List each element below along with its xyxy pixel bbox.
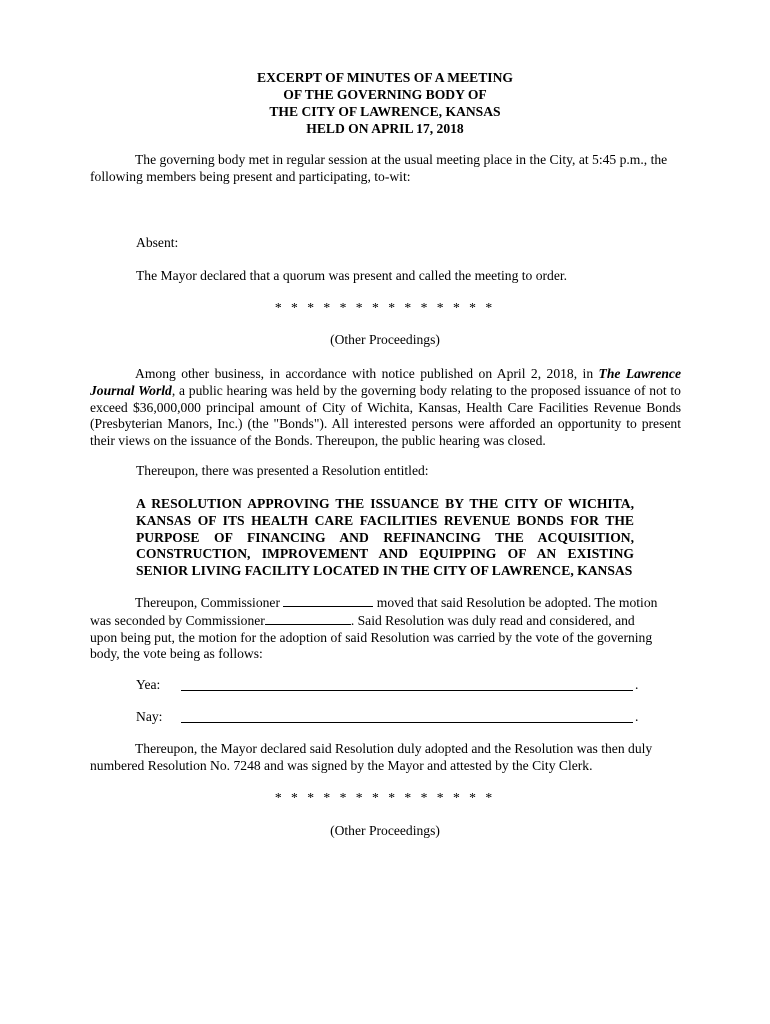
yea-label: Yea:: [136, 677, 161, 692]
motion-text-4: . Said Resolution was duly read and considered, and: [350, 612, 635, 628]
motion-text-2: moved that said Resolution be adopted. The motion: [373, 595, 658, 610]
heading-line-3: THE CITY OF LAWRENCE, KANSAS: [269, 104, 501, 119]
yea-blank-line: [181, 690, 633, 691]
adoption-line-2: numbered Resolution No. 7248 and was signed by the Mayor and attested by the City Clerk.: [90, 757, 593, 773]
resolution-title: A RESOLUTION APPROVING THE ISSUANCE BY THE CITY OF WICHITA, KANSAS OF ITS HEALTH CARE FACILITIES REVENUE BONDS FOR THE PURPOSE OF FINANCING AND REFINANCING THE ACQUISITION, CONSTRUCTION, IMPROVEMENT AND EQUIPPING OF AN EXISTING SENIOR LIVING FACILITY LOCATED IN THE CITY OF LAWRENCE, KANSAS: [136, 496, 634, 579]
motion-text-3: was seconded by Commissioner: [90, 612, 265, 628]
intro-paragraph: [90, 152, 681, 186]
other-proceedings-1: (Other Proceedings): [330, 332, 440, 347]
presented-statement: Thereupon, there was presented a Resolution entitled:: [136, 463, 429, 478]
heading-line-2: OF THE GOVERNING BODY OF: [283, 87, 487, 102]
separator-2: * * * * * * * * * * * * * *: [274, 790, 496, 805]
yea-end-mark: .: [635, 677, 639, 692]
quorum-statement: The Mayor declared that a quorum was present and called the meeting to order.: [136, 268, 568, 283]
hearing-text-2: , a public hearing was held by the governing body relating to the proposed issuance of not to exceed $36,000,000 principal amount of City of Wichita, Kansas, Health Care Facilities Revenue Bonds (Presbyterian Manors, Inc.) (the "Bonds"). All interested persons were afforded an opportunity to present their views on the issuance of the Bonds. Thereupon, the public hearing was closed.: [90, 382, 681, 449]
nay-label: Nay:: [136, 709, 163, 724]
motion-line-3: upon being put, the motion for the adoption of said Resolution was carried by the vote of the governing: [90, 629, 653, 645]
absent-label: Absent:: [136, 235, 179, 250]
intro-line-2: following members being present and participating, to-wit:: [90, 168, 411, 184]
separator-1: * * * * * * * * * * * * * *: [274, 300, 496, 315]
motion-line-4: body, the vote being as follows:: [90, 646, 263, 662]
other-proceedings-2: (Other Proceedings): [330, 823, 440, 838]
nay-end-mark: .: [635, 709, 639, 724]
newspaper-name: The Lawrence Journal World: [90, 366, 681, 398]
adoption-paragraph: [90, 741, 681, 775]
adoption-line-1: Thereupon, the Mayor declared said Resolution duly adopted and the Resolution was then duly: [135, 741, 653, 756]
intro-line-1: The governing body met in regular session at the usual meeting place in the City, at 5:45 p.m., the: [135, 152, 668, 167]
hearing-text-1: Among other business, in accordance with notice published on April 2, 2018, in: [135, 366, 599, 381]
motion-paragraph: [90, 594, 681, 663]
hearing-paragraph: [90, 366, 681, 450]
mover-blank: [283, 594, 373, 607]
heading-line-4: HELD ON APRIL 17, 2018: [306, 121, 464, 136]
motion-text-1: Thereupon, Commissioner: [135, 595, 284, 610]
heading-line-1: EXCERPT OF MINUTES OF A MEETING: [257, 70, 513, 85]
document-heading: [0, 70, 770, 138]
nay-blank-line: [181, 722, 633, 723]
seconder-blank: [265, 612, 351, 625]
